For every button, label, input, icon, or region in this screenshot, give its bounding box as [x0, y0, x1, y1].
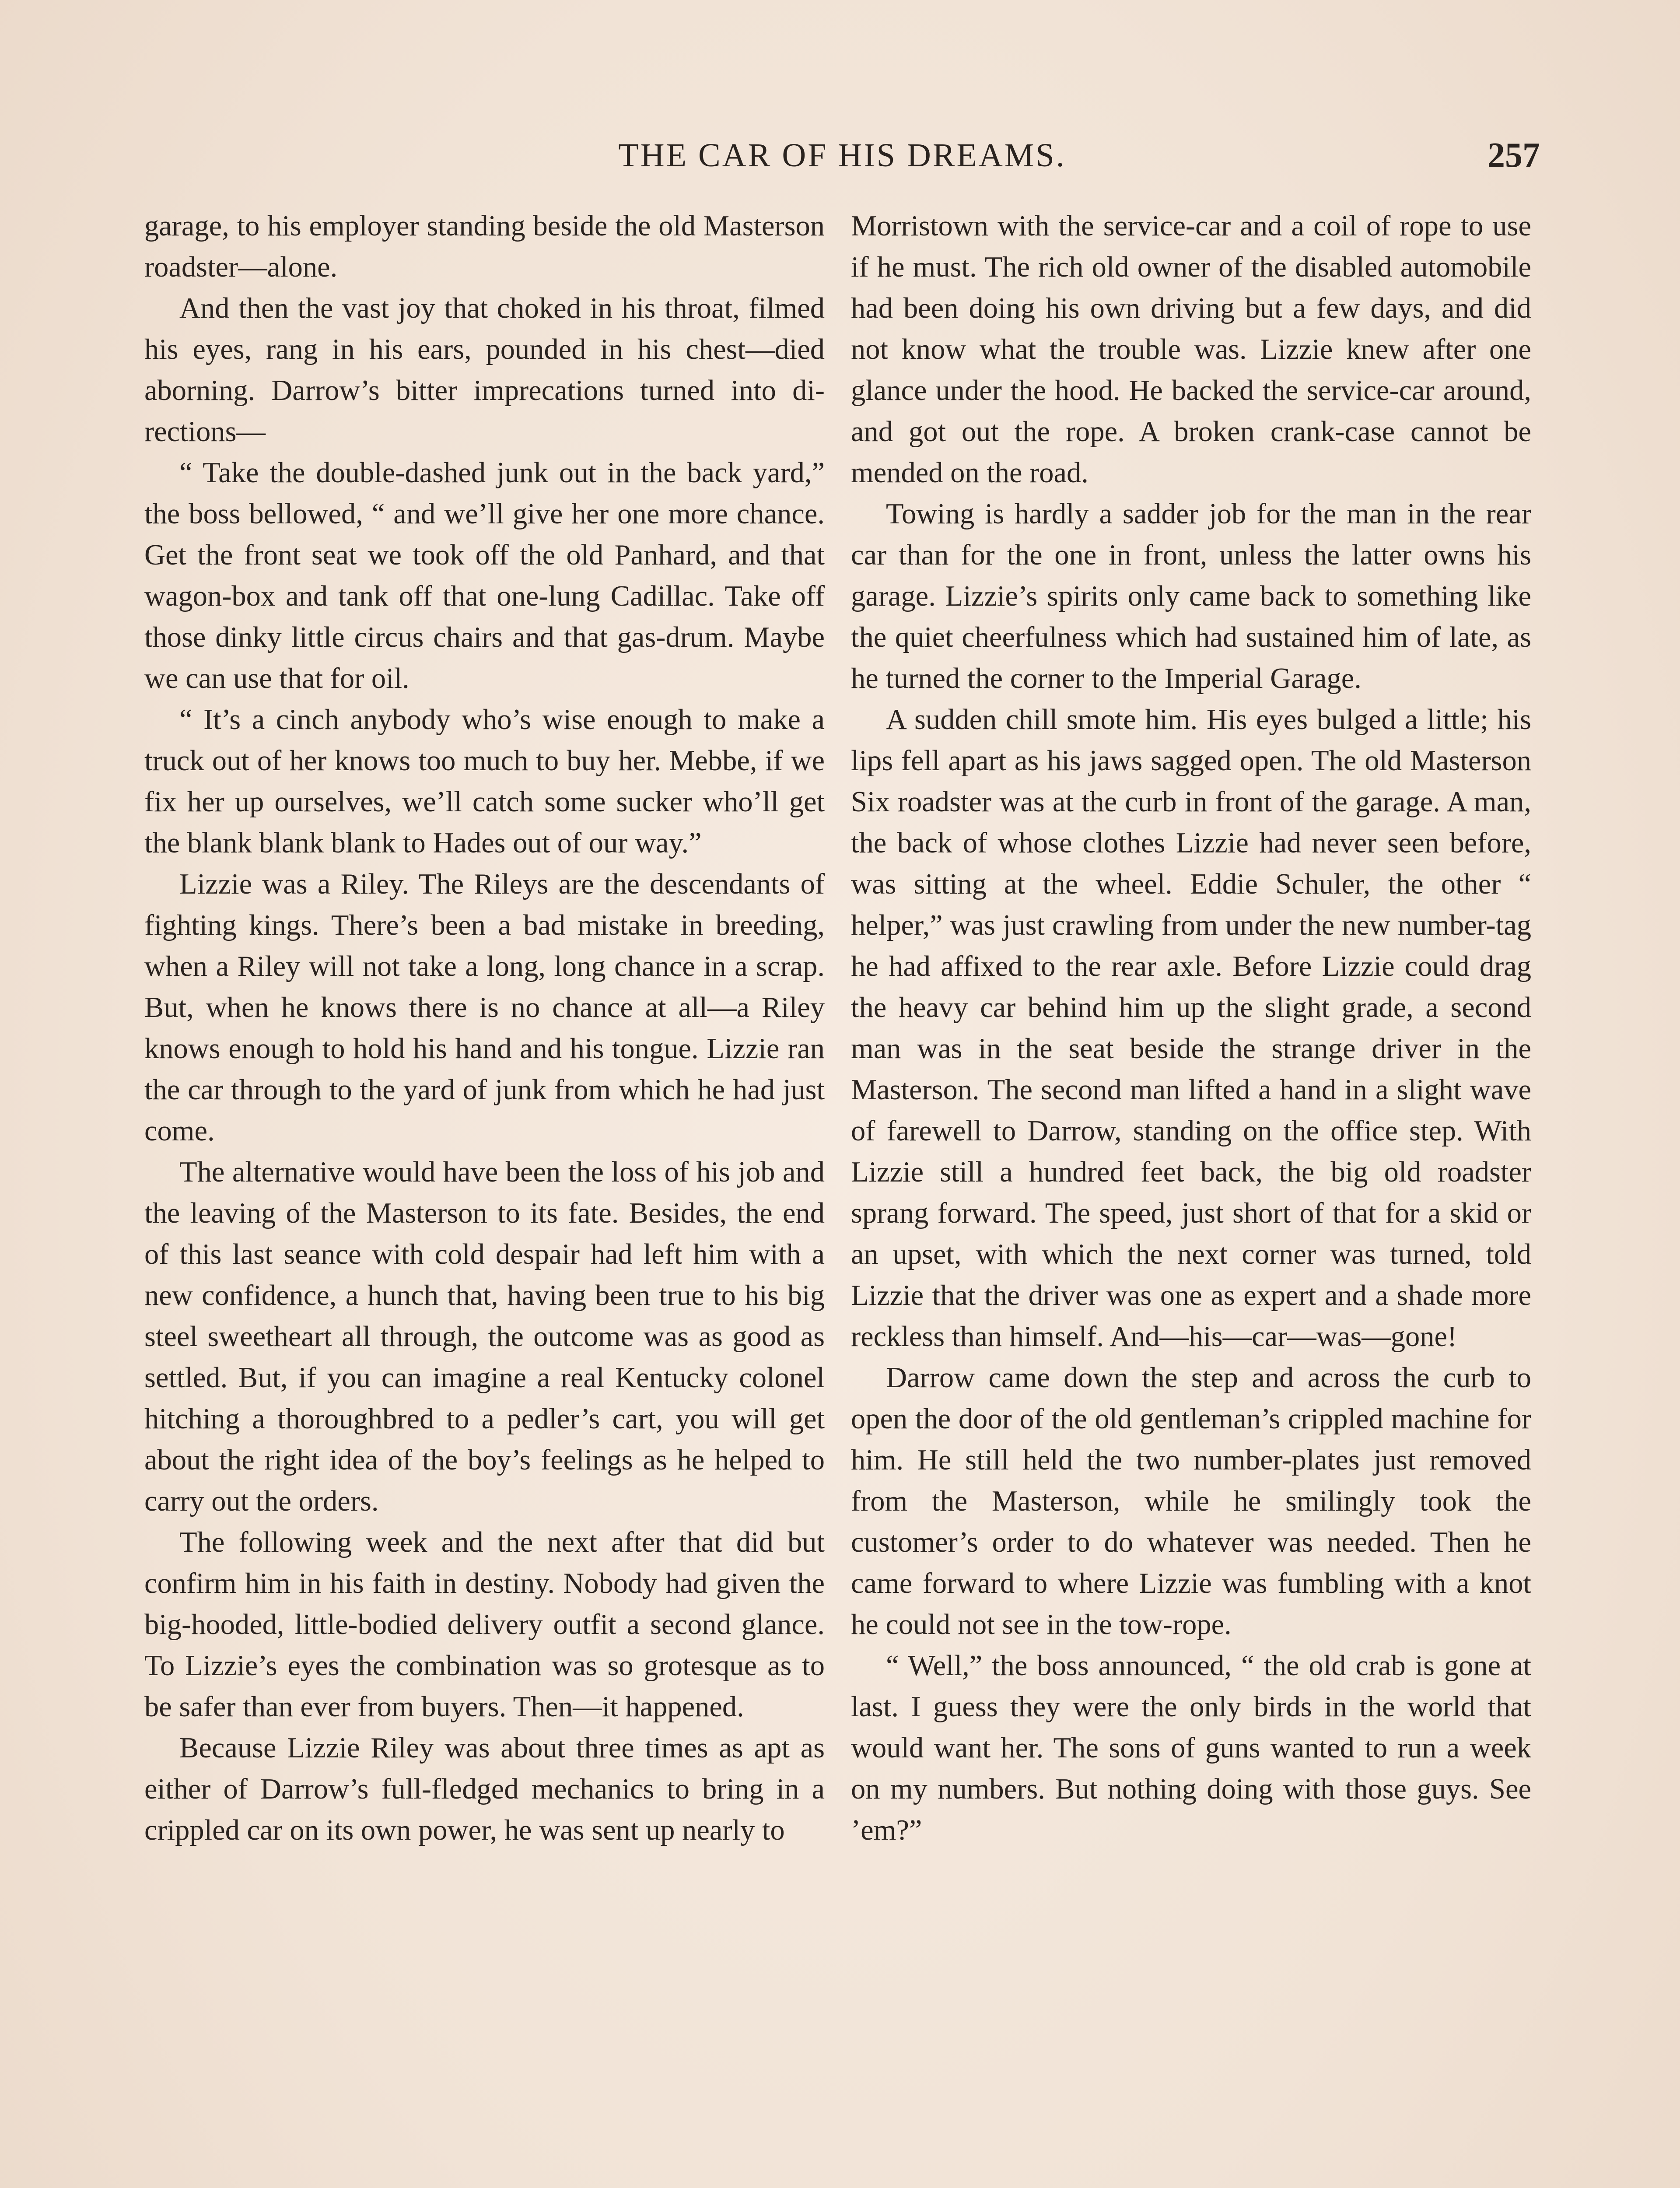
page-number: 257	[1488, 136, 1540, 175]
paragraph: Darrow came down the step and across the curb to open the door of the old gentleman’s crippled machine for him. He still held the two number-plates just removed from the Masterson, while he smilingly took the customer’s order to do whatever was needed. Then he came forward to where Lizzie was fumbling with a knot he could not see in the tow-rope.	[851, 1362, 1531, 1641]
running-head	[144, 131, 1540, 179]
paragraph: garage, to his employer standing beside the old Masterson roadster—alone.	[144, 210, 825, 283]
paragraph: Towing is hardly a sadder job for the man in the rear car than for the one in front, unless the latter owns his garage. Lizzie’s spirits only came back to something like the quiet cheerfulness which had sustained him of late, as he turned the corner to the Imperial Garage.	[851, 498, 1531, 694]
paragraph: A sudden chill smote him. His eyes bulged a little; his lips fell apart as his jaws sagged open. The old Masterson Six roadster was at the curb in front of the garage. A man, the back of whose clothes Lizzie had never seen before, was sitting at the wheel. Eddie Schuler, the other “ helper,” was just crawling from under the new number-tag he had affixed to the rear axle. Before Lizzie could drag the heavy car behind him up the slight grade, a second man was in the seat beside the strange driver in the Masterson. The second man lifted a hand in a slight wave of farewell to Darrow, standing on the office step. With Lizzie still a hundred feet back, the big old roadster sprang forward. The speed, just short of that for a skid or an upset, with which the next corner was turned, told Lizzie that the driver was one as expert and a shade more reckless than himself. And—his—car—was—gone!	[851, 704, 1531, 1353]
running-title: THE CAR OF HIS DREAMS.	[618, 137, 1066, 174]
paragraph: “ It’s a cinch anybody who’s wise enough to make a truck out of her knows too much to buy her. Mebbe, if we fix her up ourselves, we’ll catch some sucker who’ll get the blank blank blank to Hades out of our way.”	[144, 704, 825, 859]
paragraph: And then the vast joy that choked in his throat, filmed his eyes, rang in his ears, pounded in his chest—died aborning. Darrow’s bitter imprecations turned into directions—	[144, 292, 825, 448]
right-text-column	[851, 206, 1531, 1851]
paragraph: The following week and the next after that did but confirm him in his faith in destiny. Nobody had given the big-hooded, little-bodied delivery outfit a second glance. To Lizzie’s eyes the combination was so grotesque as to be safer than ever from buyers. Then—it happened.	[144, 1526, 825, 1723]
paragraph: Morristown with the service-car and a coil of rope to use if he must. The rich old owner of the disabled automobile had been doing his own driving but a few days, and did not know what the trouble was. Lizzie knew after one glance under the hood. He backed the service-car around, and got out the rope. A broken crank-case cannot be mended on the road.	[851, 210, 1531, 489]
paragraph: Because Lizzie Riley was about three times as apt as either of Darrow’s full-fledged mechanics to bring in a crippled car on its own power, he was sent up nearly to	[144, 1732, 825, 1846]
paragraph: “ Take the double-dashed junk out in the back yard,” the boss bellowed, “ and we’ll give her one more chance. Get the front seat we took off the old Panhard, and that wagon-box and tank off that one-lung Cadillac. Take off those dinky little circus chairs and that gas-drum. Maybe we can use that for oil.	[144, 457, 825, 694]
paragraph: “ Well,” the boss announced, “ the old crab is gone at last. I guess they were the only birds in the world that would want her. The sons of guns wanted to run a week on my numbers. But nothing doing with those guys. See ’em?”	[851, 1650, 1531, 1846]
paragraph: The alternative would have been the loss of his job and the leaving of the Masterson to its fate. Besides, the end of this last seance with cold despair had left him with a new confidence, a hunch that, having been true to his big steel sweetheart all through, the outcome was as good as settled. But, if you can imagine a real Kentucky colonel hitching a thoroughbred to a pedler’s cart, you will get about the right idea of the boy’s feelings as he helped to carry out the orders.	[144, 1156, 825, 1517]
paragraph: Lizzie was a Riley. The Rileys are the descendants of fighting kings. There’s been a bad mistake in breeding, when a Riley will not take a long, long chance in a scrap. But, when he knows there is no chance at all—a Riley knows enough to hold his hand and his tongue. Lizzie ran the car through to the yard of junk from which he had just come.	[144, 868, 825, 1147]
left-text-column	[144, 206, 825, 1851]
